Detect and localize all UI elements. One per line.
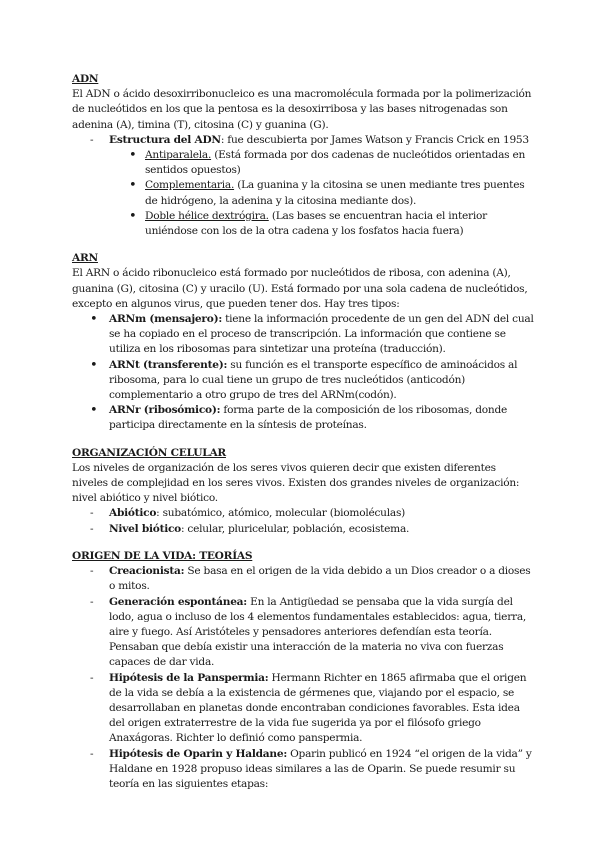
organizacion-item-term: Abiótico [109, 507, 157, 520]
adn-intro: El ADN o ácido desoxirribonucleico es una macromolécula formada por la polimerización de nucleótidos en los que la pentosa es la desoxirribosa y las bases nitrogenadas son adenina (A), timina (T), citosina (C) y guanina (G). [72, 88, 532, 131]
origen-item-text: Oparin publicó en 1924 “el origen de la vida” y Haldane en 1928 propuso ideas similares a las de Oparin. Se puede resumir su teoría en las siguientes etapas: [109, 747, 532, 790]
adn-heading: ADN [72, 73, 99, 85]
document-content [72, 72, 534, 792]
adn-sub-text: (Está formada por dos cadenas de nucleótidos orientadas en sentidos opuestos) [145, 149, 526, 177]
arn-item-text: tiene la información procedente de un gen del ADN del cual se ha copiado en el proceso de transcripción. La información que contiene se utiliza en los ribosomas para sintetizar una proteína (traducción). [109, 313, 534, 356]
adn-sub-item [109, 148, 534, 178]
origen-list [72, 564, 534, 792]
organizacion-item-term: Nivel biótico [109, 522, 181, 535]
arn-item [72, 403, 534, 433]
origen-item-text: Hermann Richter en 1865 afirmaba que el origen de la vida se debía a la existencia de gérmenes que, viajando por el espacio, se desarrollaban en planetas donde encontraban condiciones favorables. Esta idea del origen extraterrestre de la vida fue sugerida ya por el filósofo griego Anaxágoras. Richter lo definió como panspermia. [109, 671, 527, 745]
adn-sub-item [109, 178, 534, 208]
organizacion-item [72, 522, 534, 537]
adn-sub-item [109, 209, 534, 239]
adn-structure-sublist [109, 148, 534, 239]
adn-sub-term: Antiparalela. [145, 149, 212, 162]
arn-heading: ARN [72, 252, 98, 265]
origen-item-term: Hipótesis de la Panspermia: [109, 671, 269, 684]
arn-item-text: forma parte de la composición de los ribosomas, donde participa directamente en la síntesis de proteínas. [109, 404, 507, 432]
adn-structure-term: Estructura del ADN [109, 133, 221, 146]
section-gap [72, 239, 534, 251]
origen-item [72, 671, 534, 747]
adn-structure-text: : fue descubierta por James Watson y Francis Crick en 1953 [220, 133, 529, 146]
origen-item-term: Hipótesis de Oparin y Haldane: [109, 747, 287, 760]
arn-item [72, 358, 534, 404]
adn-structure-item [72, 133, 534, 148]
origen-item [72, 747, 534, 793]
origen-item [72, 595, 534, 671]
organizacion-item-text: : subatómico, atómico, molecular (biomoléculas) [156, 507, 406, 520]
arn-item-text: su función es el transporte específico de aminoácidos al ribosoma, para lo cual tiene un grupo de tres nucleótidos (anticodón) complementario a otro grupo de tres del ARNm(codón). [109, 358, 518, 402]
origen-item [72, 564, 534, 594]
origen-item-term: Creacionista: [109, 565, 185, 578]
adn-sub-term: Complementaria. [145, 179, 235, 192]
arn-item-term: ARNt (transferente): [109, 358, 228, 371]
arn-intro: El ARN o ácido ribonucleico está formado por nucleótidos de ribosa, con adenina (A), guanina (G), citosina (C) y uracilo (U). Está formado por una sola cadena de nucleótidos, excepto en algunos virus, que pueden tener dos. Hay tres tipos: [72, 267, 528, 310]
arn-item-term: ARNm (mensajero): [109, 313, 222, 326]
adn-sub-text: (Las bases se encuentran hacia el interior uniéndose con los de la otra cadena y los fosfatos hacia fuera) [145, 209, 487, 238]
origen-heading: ORIGEN DE LA VIDA: TEORÍAS [72, 549, 253, 562]
adn-sub-text: (La guanina y la citosina se unen mediante tres puentes de hidrógeno, la adenina y la citosina mediante dos). [145, 179, 525, 207]
arn-list [72, 312, 534, 434]
origen-item-text: En la Antigüedad se pensaba que la vida surgía del lodo, agua o incluso de los 4 elementos fundamentales establecidos: agua, tierra, aire y fuego. Así Aristóteles y pensadores anteriores defendían esta teoría. Pensaban que debía existir una interacción de la materia no viva con fuerzas capaces de dar vida. [109, 595, 527, 669]
organizacion-item [72, 506, 534, 521]
section-gap [72, 434, 534, 446]
origen-item-text: Se basa en el origen de la vida debido a un Dios creador o a dioses o mitos. [109, 565, 531, 593]
organizacion-item-text: : celular, pluricelular, población, ecosistema. [181, 522, 410, 535]
adn-sub-term: Doble hélice dextrógira. [145, 209, 269, 222]
organizacion-intro: Los niveles de organización de los seres vivos quieren decir que existen diferentes niveles de complejidad en los seres vivos. Existen dos grandes niveles de organización: nivel abiótico y nivel biótico. [72, 461, 520, 505]
organizacion-list [72, 506, 534, 536]
adn-list [72, 133, 534, 148]
arn-item [72, 312, 534, 358]
organizacion-heading: ORGANIZACIÓN CELULAR [72, 446, 226, 459]
arn-item-term: ARNr (ribosómico): [109, 404, 221, 417]
section-gap [72, 537, 534, 549]
origen-item-term: Generación espontánea: [109, 595, 247, 608]
